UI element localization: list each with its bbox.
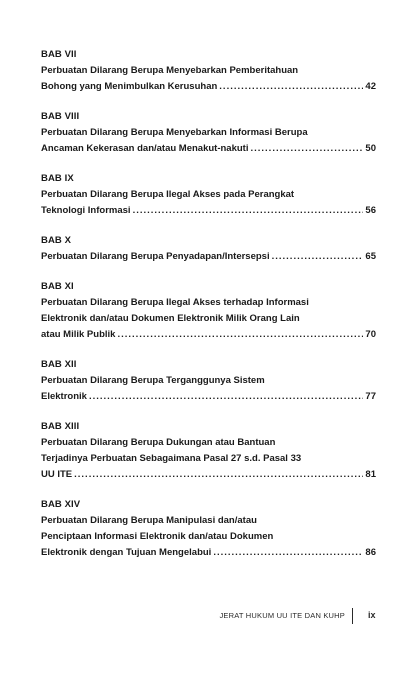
chapter-label: BAB IX: [41, 173, 74, 184]
dot-leader: [89, 389, 363, 405]
dot-leader: [250, 141, 363, 157]
page-number: 77: [365, 391, 376, 402]
dot-leader: [272, 249, 364, 265]
toc-entry[interactable]: [41, 279, 376, 343]
chapter-title-last-line: [41, 79, 376, 95]
chapter-title-line: Perbuatan Dilarang Berupa Dukungan atau Bantuan: [41, 437, 276, 448]
toc-entry[interactable]: [41, 47, 376, 95]
chapter-title-line: Perbuatan Dilarang Berupa Manipulasi dan/atau: [41, 515, 257, 526]
page-number: 50: [365, 143, 376, 154]
chapter-title-last-line: [41, 389, 376, 405]
toc-entry[interactable]: [41, 419, 376, 483]
chapter-title-line: Perbuatan Dilarang Berupa Ilegal Akses terhadap Informasi: [41, 297, 309, 308]
chapter-label: BAB XII: [41, 359, 77, 370]
footer-divider: [352, 608, 353, 624]
chapter-title-last-line: [41, 467, 376, 483]
chapter-title-text: Elektronik: [41, 391, 87, 402]
chapter-title-text: atau Milik Publik: [41, 329, 116, 340]
page-footer: [0, 608, 408, 626]
toc-entry[interactable]: [41, 357, 376, 405]
page-number: 70: [365, 329, 376, 340]
toc-entry[interactable]: [41, 497, 376, 561]
page-number: 86: [365, 547, 376, 558]
running-title: JERAT HUKUM UU ITE DAN KUHP: [219, 611, 345, 620]
dot-leader: [133, 203, 364, 219]
page-number: 56: [365, 205, 376, 216]
chapter-title-text: Teknologi Informasi: [41, 205, 131, 216]
chapter-title-last-line: [41, 203, 376, 219]
page-number: 81: [365, 469, 376, 480]
chapter-label: BAB XIII: [41, 421, 80, 432]
footer-page-number: ix: [368, 610, 376, 620]
chapter-title-text: UU ITE: [41, 469, 73, 480]
chapter-label: BAB XIV: [41, 499, 81, 510]
page-number: 65: [365, 251, 376, 262]
chapter-title-text: Perbuatan Dilarang Berupa Penyadapan/Intersepsi: [41, 251, 270, 262]
chapter-title-last-line: [41, 141, 376, 157]
chapter-title-last-line: [41, 249, 376, 265]
page-number: 42: [365, 81, 376, 92]
chapter-title-text: Bohong yang Menimbulkan Kerusuhan: [41, 81, 218, 92]
dot-leader: [219, 79, 363, 95]
chapter-title-last-line: [41, 327, 376, 343]
chapter-title-line: Perbuatan Dilarang Berupa Menyebarkan Pemberitahuan: [41, 65, 299, 76]
toc-entry[interactable]: [41, 233, 376, 265]
chapter-label: BAB X: [41, 235, 72, 246]
chapter-title-line: Penciptaan Informasi Elektronik dan/atau Dokumen: [41, 531, 274, 542]
chapter-label: BAB XI: [41, 281, 74, 292]
chapter-title-text: Ancaman Kekerasan dan/atau Menakut-nakuti: [41, 143, 249, 154]
chapter-label: BAB VIII: [41, 111, 80, 122]
chapter-title-line: Perbuatan Dilarang Berupa Menyebarkan Informasi Berupa: [41, 127, 308, 138]
chapter-title-last-line: [41, 545, 376, 561]
chapter-title-line: Perbuatan Dilarang Berupa Terganggunya Sistem: [41, 375, 265, 386]
dot-leader: [117, 327, 363, 343]
chapter-title-line: Perbuatan Dilarang Berupa Ilegal Akses pada Perangkat: [41, 189, 295, 200]
chapter-title-line: Terjadinya Perbuatan Sebagaimana Pasal 27 s.d. Pasal 33: [41, 453, 302, 464]
chapter-label: BAB VII: [41, 49, 77, 60]
dot-leader: [74, 467, 363, 483]
table-of-contents: [41, 47, 376, 575]
dot-leader: [213, 545, 363, 561]
chapter-title-text: Elektronik dengan Tujuan Mengelabui: [41, 547, 212, 558]
toc-entry[interactable]: [41, 109, 376, 157]
toc-entry[interactable]: [41, 171, 376, 219]
chapter-title-line: Elektronik dan/atau Dokumen Elektronik Milik Orang Lain: [41, 313, 300, 324]
